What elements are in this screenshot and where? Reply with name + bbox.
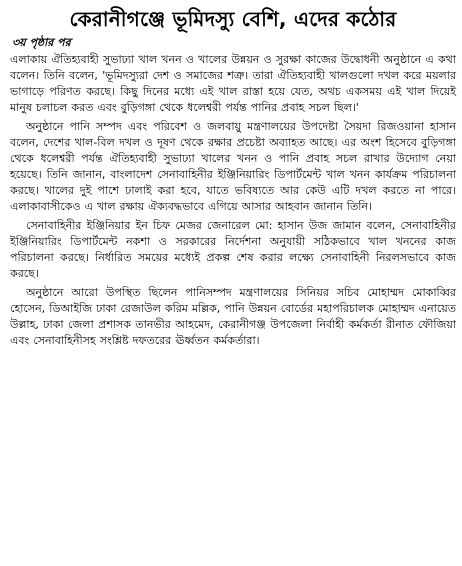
article-headline: কেরানীগঞ্জে ভূমিদস্যু বেশি, এদের কঠোর (69, 7, 397, 31)
article-paragraph-1: এলাকায় ঐতিহ্যবাহী সুভাঢ্যা খাল খনন ও খালের উন্নয়ন ও সুরক্ষা কাজের উদ্বোধনী অনুষ্ঠানে এ কথা বলেন। তিনি বলেন, 'ভূমিদস্যুরা দেশ ও সমাজের শত্রু। তারা ঐতিহ্যবাহী খালগুলো দখল করে ময়লার ভাগাড়ে পরিণত করছে। কিছু দিনের মধ্যে এই খাল রাস্তা হয়ে যেত, অথচ একসময় এই খাল দিয়েই মানুষ চলাচল করত এবং বুড়িগঙ্গা থেকে ধলেশ্বরী পর্যন্ত পানির প্রবাহ সচল ছিল।' (10, 53, 456, 114)
article-paragraph-3: সেনাবাহিনীর ইঞ্জিনিয়ার ইন চিফ মেজর জেনারেল মো: হাসান উজ জামান বলেন, সেনাবাহিনীর ইঞ্জিনিয়ারিং ডিপার্টমেন্ট নকশা ও সরকারের নির্দেশনা অনুযায়ী সঠিকভাবে খাল খননের কাজ পরিচালনা করছে। নির্ধারিত সময়ের মধ্যেই প্রকল্প শেষ করার লক্ষ্যে সেনাবাহিনী নিরলসভাবে কাজ করছে। (10, 219, 456, 280)
article-paragraph-4: অনুষ্ঠানে আরো উপস্থিত ছিলেন পানিসম্পদ মন্ত্রণালয়ের সিনিয়র সচিব মোহাম্মদ মোকাব্বির হোসেন, ডিআইজি ঢাকা রেজাউল করিম মল্লিক, পানি উন্নয়ন বোর্ডের মহাপরিচালক মোহাম্মদ এনায়েত উল্লাহ, ঢাকা জেলা প্রশাসক তানভীর আহমেদ, কেরানীগঞ্জ উপজেলা নির্বাহী কর্মকর্তা রীনাত ফৌজিয়া এবং সেনাবাহিনীসহ সংশ্লিষ্ট দফতরের ঊর্ধ্বতন কর্মকর্তারা। (10, 286, 456, 347)
article-paragraph-2: অনুষ্ঠানে পানি সম্পদ এবং পরিবেশ ও জলবায়ু মন্ত্রণালয়ের উপদেষ্টা সৈয়দা রিজওয়ানা হাসান বলেন, দেশের খাল-বিল দখল ও দূষণ থেকে রক্ষার প্রচেষ্টা অব্যাহত আছে। এর অংশ হিসেবে বুড়িগঙ্গা থেকে ধলেশ্বরী পর্যন্ত ঐতিহ্যবাহী সুভাঢ্যা খালের খনন ও পানি প্রবাহ সচল রাখার উদ্যোগ নেয়া হয়েছে। তিনি জানান, বাংলাদেশ সেনাবাহিনীর ইঞ্জিনিয়ারিং ডিপার্টমেন্ট খাল খনন কার্যক্রম পরিচালনা করছে। খালের দুই পাশে ঢালাই করা হবে, যাতে ভবিষ্যতে আর কেউ এটি দখল করতে না পারে। এলাকাবাসীকেও এ খাল রক্ষায় ঐক্যবদ্ধভাবে এগিয়ে আসার আহবান জানান তিনি। (10, 120, 456, 213)
continuation-marker: ৩য় পৃষ্ঠার পর (12, 36, 71, 49)
